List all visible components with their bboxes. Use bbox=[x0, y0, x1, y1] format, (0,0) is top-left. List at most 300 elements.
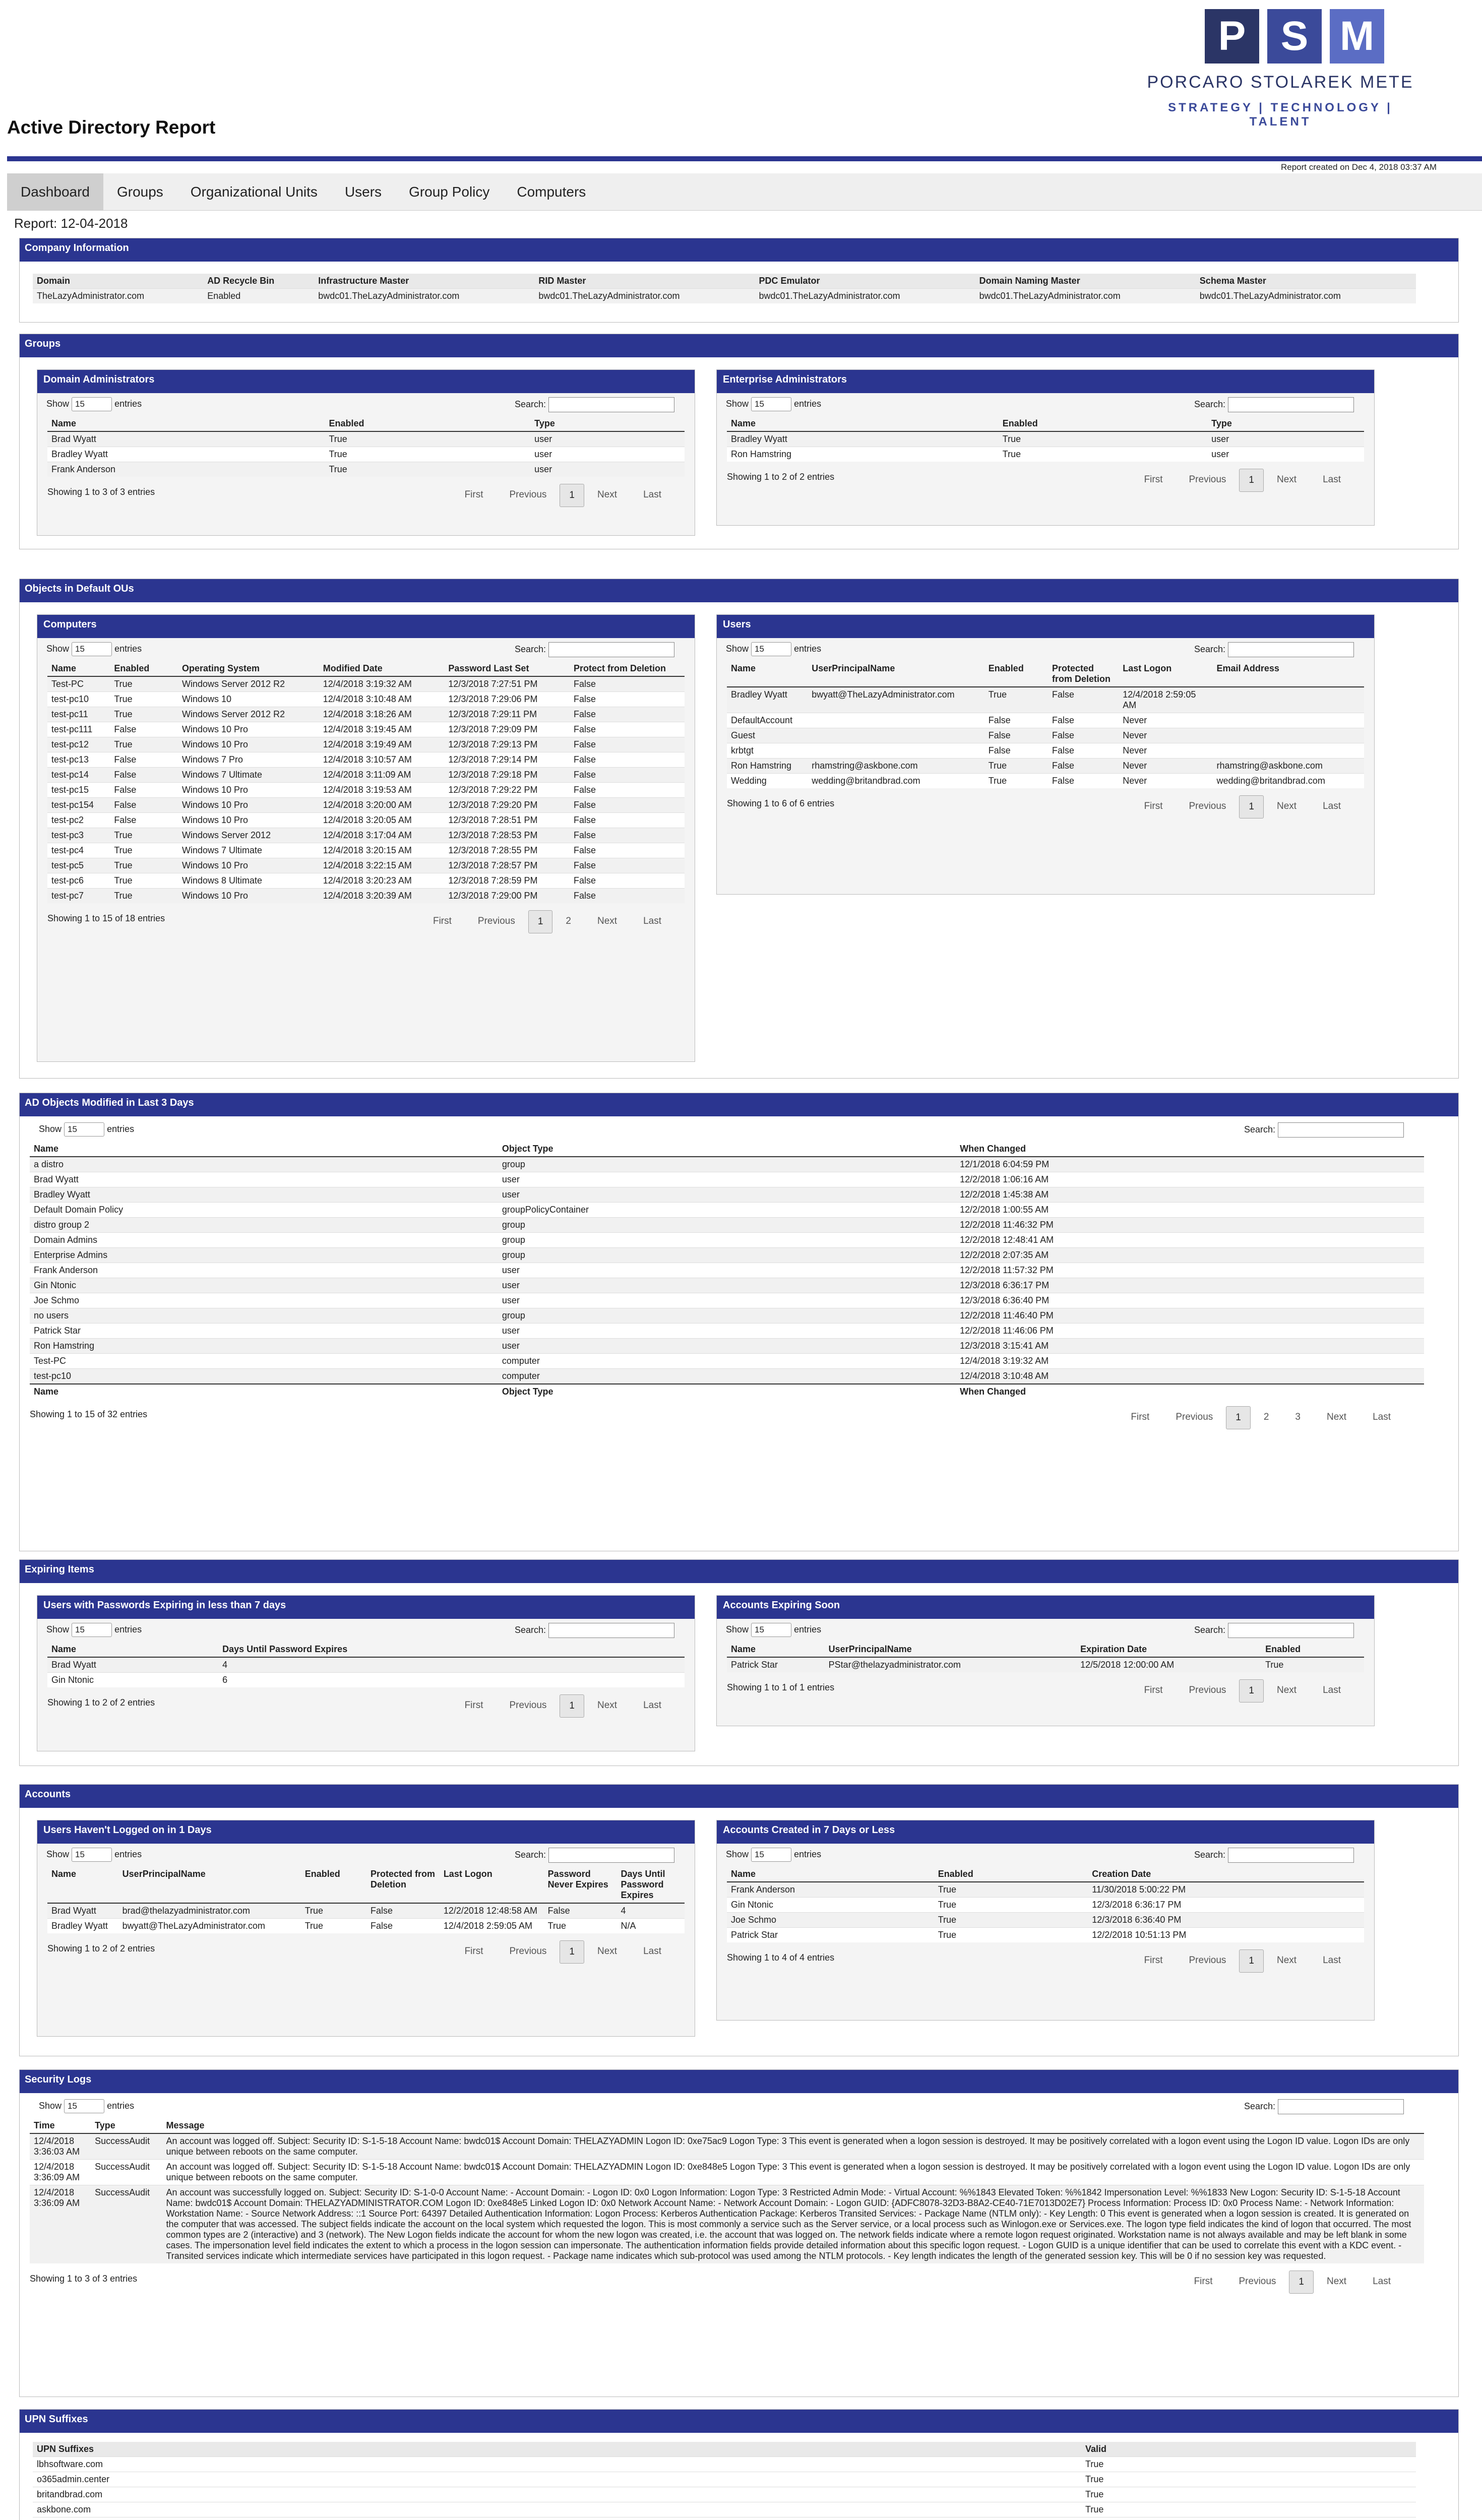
previous-button[interactable]: Previous bbox=[509, 1700, 547, 1711]
first-button[interactable]: First bbox=[464, 489, 483, 500]
previous-button[interactable]: Previous bbox=[1239, 2276, 1276, 2287]
protect-from-deletion-cell: False bbox=[570, 813, 685, 828]
name-cell: Bradley Wyatt bbox=[47, 447, 325, 462]
when-changed-cell: 12/2/2018 11:46:06 PM bbox=[956, 1324, 1424, 1339]
column-header-protected-from-deletion[interactable]: Protected from Deletion bbox=[1048, 661, 1119, 687]
modified-date-cell: 12/4/2018 3:20:23 AM bbox=[319, 873, 445, 889]
first-button[interactable]: First bbox=[1131, 1412, 1150, 1422]
email-address-cell bbox=[1212, 687, 1364, 713]
search-input[interactable] bbox=[548, 1848, 674, 1863]
panel-title: Accounts Created in 7 Days or Less bbox=[717, 1820, 1374, 1844]
last-logon-cell: Never bbox=[1119, 713, 1212, 728]
table-row bbox=[33, 289, 1416, 304]
table-row bbox=[33, 2517, 1416, 2520]
name-cell: test-pc111 bbox=[47, 722, 110, 737]
table-row bbox=[30, 2185, 1424, 2264]
name-cell: test-pc12 bbox=[47, 737, 110, 752]
enabled-cell: True bbox=[110, 843, 178, 858]
report-date: Report: 12-04-2018 bbox=[14, 216, 128, 231]
section-title: Expiring Items bbox=[20, 1560, 1458, 1583]
password-last-set-cell: 12/3/2018 7:29:00 PM bbox=[444, 889, 570, 904]
creation-date-cell: 11/30/2018 5:00:22 PM bbox=[1088, 1882, 1364, 1898]
last-logon-cell: Never bbox=[1119, 728, 1212, 743]
first-button[interactable]: First bbox=[1144, 474, 1163, 485]
name-cell: Default Domain Policy bbox=[30, 1203, 498, 1218]
column-header-name[interactable]: Name bbox=[727, 416, 999, 431]
table-row bbox=[30, 1203, 1424, 1218]
length-control bbox=[46, 1623, 142, 1637]
section-title: Groups bbox=[20, 334, 1458, 357]
pagination bbox=[1131, 795, 1354, 818]
enabled-cell: True bbox=[301, 1903, 366, 1919]
entries-label: entries bbox=[107, 1123, 135, 1134]
first-button[interactable]: First bbox=[1144, 801, 1163, 811]
type-cell: SuccessAudit bbox=[91, 2160, 162, 2185]
length-control bbox=[39, 1122, 134, 1137]
name-cell: Frank Anderson bbox=[30, 1263, 498, 1278]
password-last-set-cell: 12/3/2018 7:29:22 PM bbox=[444, 783, 570, 798]
last-logon-cell: 12/4/2018 2:59:05 AM bbox=[1119, 687, 1212, 713]
table-row bbox=[30, 1278, 1424, 1293]
enabled-cell: True bbox=[934, 1882, 1088, 1898]
column-header-name[interactable]: Name bbox=[727, 1642, 825, 1657]
operating-system-cell: Windows 10 Pro bbox=[178, 858, 319, 873]
column-header-last-logon[interactable]: Last Logon bbox=[440, 1867, 544, 1903]
enabled-cell: False bbox=[110, 813, 178, 828]
table-row bbox=[47, 676, 685, 692]
column-header-expiration-date[interactable]: Expiration Date bbox=[1076, 1642, 1261, 1657]
column-header-userprincipalname[interactable]: UserPrincipalName bbox=[825, 1642, 1076, 1657]
enabled-cell: True bbox=[110, 692, 178, 707]
name-cell: test-pc7 bbox=[47, 889, 110, 904]
search-control bbox=[515, 1623, 674, 1638]
page-button-1[interactable]: 1 bbox=[1239, 795, 1264, 818]
previous-button[interactable]: Previous bbox=[1189, 1955, 1226, 1966]
column-header-days-until-password-expires[interactable]: Days Until Password Expires bbox=[616, 1867, 685, 1903]
column-header-enabled[interactable]: Enabled bbox=[934, 1867, 1088, 1882]
enabled-cell: True bbox=[110, 737, 178, 752]
page-button-2[interactable]: 2 bbox=[1263, 1412, 1269, 1422]
table-row bbox=[727, 759, 1364, 774]
page-button-1[interactable]: 1 bbox=[1239, 1679, 1264, 1703]
next-button[interactable]: Next bbox=[1277, 1955, 1297, 1966]
column-header-time[interactable]: Time bbox=[30, 2118, 91, 2133]
name-cell: test-pc4 bbox=[47, 843, 110, 858]
column-header-name[interactable]: Name bbox=[47, 1642, 218, 1657]
entries-select[interactable]: 15 bbox=[64, 2099, 104, 2113]
name-cell: no users bbox=[30, 1308, 498, 1324]
enabled-cell: False bbox=[110, 768, 178, 783]
column-header-userprincipalname[interactable]: UserPrincipalName bbox=[808, 661, 984, 687]
search-control bbox=[1244, 1122, 1404, 1138]
when-changed-cell: 12/3/2018 6:36:40 PM bbox=[956, 1293, 1424, 1308]
column-header-valid[interactable]: Valid bbox=[1081, 2442, 1416, 2457]
modified-date-cell: 12/4/2018 3:20:05 AM bbox=[319, 813, 445, 828]
when-changed-cell: 12/3/2018 6:36:17 PM bbox=[956, 1278, 1424, 1293]
table-row bbox=[30, 2133, 1424, 2160]
page-button-1[interactable]: 1 bbox=[560, 484, 584, 507]
column-header-password-last-set[interactable]: Password Last Set bbox=[444, 661, 570, 676]
time-cell: 12/4/2018 3:36:09 AM bbox=[30, 2160, 91, 2185]
domain-naming-master-cell: bwdc01.TheLazyAdministrator.com bbox=[975, 289, 1196, 304]
page-button-1[interactable]: 1 bbox=[560, 1694, 584, 1718]
table-row bbox=[727, 1913, 1364, 1928]
name-cell: DefaultAccount bbox=[727, 713, 808, 728]
upn-suffix-cell: askbone.com bbox=[33, 2502, 1081, 2517]
protect-from-deletion-cell: False bbox=[570, 843, 685, 858]
entries-select[interactable]: 15 bbox=[751, 1623, 791, 1637]
page-button-3[interactable]: 3 bbox=[1295, 1412, 1301, 1422]
protected-from-deletion-cell: False bbox=[1048, 687, 1119, 713]
previous-button[interactable]: Previous bbox=[1189, 1685, 1226, 1695]
enabled-cell: True bbox=[110, 858, 178, 873]
pagination bbox=[1131, 1679, 1354, 1703]
page-button-1[interactable]: 1 bbox=[1239, 469, 1264, 492]
show-label: Show bbox=[726, 643, 749, 654]
userprincipalname-cell bbox=[808, 713, 984, 728]
time-cell: 12/4/2018 3:36:03 AM bbox=[30, 2133, 91, 2160]
modified-date-cell: 12/4/2018 3:20:15 AM bbox=[319, 843, 445, 858]
enabled-cell: True bbox=[984, 687, 1048, 713]
table-info: Showing 1 to 15 of 18 entries bbox=[47, 913, 165, 923]
object-type-cell: user bbox=[498, 1324, 956, 1339]
table-row bbox=[30, 1354, 1424, 1369]
entries-select[interactable]: 15 bbox=[72, 1848, 112, 1862]
creation-date-cell: 12/3/2018 6:36:40 PM bbox=[1088, 1913, 1364, 1928]
page-button-1[interactable]: 1 bbox=[1226, 1406, 1251, 1429]
type-cell: user bbox=[1207, 447, 1364, 462]
enabled-cell: True bbox=[1261, 1657, 1364, 1672]
search-input[interactable] bbox=[1228, 1623, 1354, 1638]
table-row bbox=[30, 1324, 1424, 1339]
column-header-operating-system[interactable]: Operating System bbox=[178, 661, 319, 676]
table-info: Showing 1 to 2 of 2 entries bbox=[47, 1943, 155, 1954]
column-header-type[interactable]: Type bbox=[1207, 416, 1364, 431]
name-cell: Brad Wyatt bbox=[30, 1172, 498, 1187]
object-type-cell: group bbox=[498, 1233, 956, 1248]
column-header-enabled[interactable]: Enabled bbox=[999, 416, 1207, 431]
column-header-name[interactable]: Name bbox=[727, 1867, 934, 1882]
column-header-days-until-password-expires[interactable]: Days Until Password Expires bbox=[218, 1642, 685, 1657]
next-button[interactable]: Next bbox=[1277, 801, 1297, 811]
last-button[interactable]: Last bbox=[1373, 1412, 1391, 1422]
name-cell: Ron Hamstring bbox=[727, 447, 999, 462]
search-input[interactable] bbox=[1278, 1122, 1404, 1138]
protect-from-deletion-cell: False bbox=[570, 828, 685, 843]
valid-cell: True bbox=[1081, 2502, 1416, 2517]
search-control bbox=[1194, 642, 1354, 657]
type-cell: user bbox=[1207, 431, 1364, 447]
object-type-cell: group bbox=[498, 1157, 956, 1172]
last-button[interactable]: Last bbox=[1323, 1955, 1341, 1966]
column-header-enabled[interactable]: Enabled bbox=[110, 661, 178, 676]
operating-system-cell: Windows Server 2012 bbox=[178, 828, 319, 843]
logo-name: PORCARO STOLAREK METE bbox=[1147, 73, 1414, 92]
operating-system-cell: Windows 10 Pro bbox=[178, 722, 319, 737]
valid-cell: True bbox=[1081, 2472, 1416, 2487]
table-row bbox=[30, 1172, 1424, 1187]
column-header-object-type[interactable]: Object Type bbox=[498, 1142, 956, 1157]
last-button[interactable]: Last bbox=[1373, 2276, 1391, 2287]
name-cell: Domain Admins bbox=[30, 1233, 498, 1248]
next-button[interactable]: Next bbox=[1277, 1685, 1297, 1695]
name-cell: Gin Ntonic bbox=[47, 1673, 218, 1688]
first-button[interactable]: First bbox=[1144, 1685, 1163, 1695]
table-info: Showing 1 to 15 of 32 entries bbox=[30, 1409, 148, 1419]
object-type-cell: user bbox=[498, 1339, 956, 1354]
enabled-cell: True bbox=[999, 431, 1207, 447]
operating-system-cell: Windows 8 Ultimate bbox=[178, 873, 319, 889]
table-row bbox=[47, 843, 685, 858]
previous-button[interactable]: Previous bbox=[509, 489, 547, 500]
last-button[interactable]: Last bbox=[643, 1700, 661, 1711]
data-table bbox=[727, 416, 1364, 462]
show-label: Show bbox=[46, 398, 70, 409]
entries-label: entries bbox=[114, 1624, 142, 1634]
column-header-name[interactable]: Name bbox=[47, 1867, 118, 1903]
tab-group-policy[interactable]: Group Policy bbox=[409, 184, 490, 200]
table-row bbox=[47, 768, 685, 783]
column-header-type[interactable]: Type bbox=[530, 416, 685, 431]
name-cell: Gin Ntonic bbox=[727, 1898, 934, 1913]
next-button[interactable]: Next bbox=[597, 916, 618, 926]
password-last-set-cell: 12/3/2018 7:29:18 PM bbox=[444, 768, 570, 783]
entries-select[interactable]: 15 bbox=[72, 642, 112, 656]
search-input[interactable] bbox=[1228, 642, 1354, 657]
operating-system-cell: Windows 10 Pro bbox=[178, 889, 319, 904]
search-control bbox=[1244, 2099, 1404, 2114]
page-button-2[interactable]: 2 bbox=[566, 916, 571, 926]
protected-from-deletion-cell: False bbox=[1048, 759, 1119, 774]
section-objects-default-ous bbox=[19, 579, 1459, 1079]
protect-from-deletion-cell: False bbox=[570, 707, 685, 722]
when-changed-cell: 12/2/2018 12:48:41 AM bbox=[956, 1233, 1424, 1248]
table-row bbox=[47, 462, 685, 477]
column-header-creation-date[interactable]: Creation Date bbox=[1088, 1867, 1364, 1882]
last-logon-cell: Never bbox=[1119, 774, 1212, 789]
previous-button[interactable]: Previous bbox=[1189, 474, 1226, 485]
last-button[interactable]: Last bbox=[643, 489, 661, 500]
page-button-1[interactable]: 1 bbox=[1289, 2271, 1314, 2294]
operating-system-cell: Windows 7 Pro bbox=[178, 752, 319, 768]
when-changed-cell: 12/2/2018 11:46:32 PM bbox=[956, 1218, 1424, 1233]
previous-button[interactable]: Previous bbox=[1189, 801, 1226, 811]
table-info: Showing 1 to 3 of 3 entries bbox=[30, 2274, 138, 2284]
search-input[interactable] bbox=[1228, 397, 1354, 412]
last-button[interactable]: Last bbox=[1323, 1685, 1341, 1695]
column-header-name[interactable]: Name bbox=[727, 661, 808, 687]
type-cell: user bbox=[530, 447, 685, 462]
first-button[interactable]: First bbox=[433, 916, 452, 926]
next-button[interactable]: Next bbox=[1327, 1412, 1347, 1422]
column-header-enabled[interactable]: Enabled bbox=[984, 661, 1048, 687]
tab-computers[interactable]: Computers bbox=[517, 184, 586, 200]
column-header-type[interactable]: Type bbox=[91, 2118, 162, 2133]
search-input[interactable] bbox=[1278, 2099, 1404, 2114]
name-cell: Joe Schmo bbox=[30, 1293, 498, 1308]
column-header-upn-suffixes[interactable]: UPN Suffixes bbox=[33, 2442, 1081, 2457]
email-address-cell bbox=[1212, 713, 1364, 728]
column-header-enabled[interactable]: Enabled bbox=[301, 1867, 366, 1903]
column-header-userprincipalname[interactable]: UserPrincipalName bbox=[118, 1867, 301, 1903]
entries-select[interactable]: 15 bbox=[72, 1623, 112, 1637]
days-until-password-expires-cell: N/A bbox=[616, 1919, 685, 1934]
name-cell: test-pc13 bbox=[47, 752, 110, 768]
column-header-name[interactable]: Name bbox=[47, 416, 325, 431]
table-row bbox=[727, 687, 1364, 713]
first-button[interactable]: First bbox=[1144, 1955, 1163, 1966]
modified-date-cell: 12/4/2018 3:20:00 AM bbox=[319, 798, 445, 813]
logo-letter-m: M bbox=[1330, 9, 1384, 64]
modified-date-cell: 12/4/2018 3:22:15 AM bbox=[319, 858, 445, 873]
column-header-protected-from-deletion[interactable]: Protected from Deletion bbox=[366, 1867, 440, 1903]
last-button[interactable]: Last bbox=[1323, 474, 1341, 485]
search-input[interactable] bbox=[1228, 1848, 1354, 1863]
tab-organizational-units[interactable]: Organizational Units bbox=[190, 184, 318, 200]
when-changed-cell: 12/1/2018 6:04:59 PM bbox=[956, 1157, 1424, 1172]
next-button[interactable]: Next bbox=[597, 1700, 618, 1711]
page-button-1[interactable]: 1 bbox=[1239, 1949, 1264, 1973]
column-header-password-never-expires[interactable]: Password Never Expires bbox=[544, 1867, 617, 1903]
protect-from-deletion-cell: False bbox=[570, 798, 685, 813]
table-row bbox=[30, 2160, 1424, 2185]
previous-button[interactable]: Previous bbox=[477, 916, 515, 926]
entries-select[interactable]: 15 bbox=[751, 642, 791, 656]
entries-select[interactable]: 15 bbox=[751, 397, 791, 411]
search-input[interactable] bbox=[548, 642, 674, 657]
previous-button[interactable]: Previous bbox=[1176, 1412, 1213, 1422]
column-header: Infrastructure Master bbox=[314, 274, 534, 289]
when-changed-cell: 12/3/2018 3:15:41 AM bbox=[956, 1339, 1424, 1354]
first-button[interactable]: First bbox=[464, 1946, 483, 1957]
days-until-password-expires-cell: 4 bbox=[616, 1903, 685, 1919]
search-label: Search: bbox=[1244, 2101, 1275, 2111]
section-title: Company Information bbox=[20, 238, 1458, 262]
panel-security-logs bbox=[30, 2095, 1424, 2392]
operating-system-cell: Windows 10 Pro bbox=[178, 798, 319, 813]
last-button[interactable]: Last bbox=[643, 916, 661, 926]
protected-from-deletion-cell: False bbox=[1048, 743, 1119, 759]
table-row bbox=[47, 752, 685, 768]
page-button-1[interactable]: 1 bbox=[528, 910, 553, 933]
header-divider bbox=[7, 156, 1482, 161]
report-created: Report created on Dec 4, 2018 03:37 AM bbox=[1280, 162, 1437, 172]
column-header-message[interactable]: Message bbox=[162, 2118, 1424, 2133]
data-table bbox=[30, 2118, 1424, 2263]
panel-title: Accounts Expiring Soon bbox=[717, 1596, 1374, 1619]
last-logon-cell: 12/4/2018 2:59:05 AM bbox=[440, 1919, 544, 1934]
column-header-protect-from-deletion[interactable]: Protect from Deletion bbox=[570, 661, 685, 676]
name-cell: Brad Wyatt bbox=[47, 1903, 118, 1919]
search-label: Search: bbox=[514, 644, 546, 654]
enabled-cell: False bbox=[984, 728, 1048, 743]
column-header: AD Recycle Bin bbox=[203, 274, 314, 289]
section-expiring-items bbox=[19, 1559, 1459, 1766]
operating-system-cell: Windows 10 Pro bbox=[178, 813, 319, 828]
pagination bbox=[1131, 1949, 1354, 1973]
column-header-name[interactable]: Name bbox=[30, 1142, 498, 1157]
entries-label: entries bbox=[794, 1624, 822, 1634]
panel-modified-objects bbox=[30, 1118, 1424, 1547]
column-header-when-changed[interactable]: When Changed bbox=[956, 1142, 1424, 1157]
protect-from-deletion-cell: False bbox=[570, 676, 685, 692]
next-button[interactable]: Next bbox=[597, 1946, 618, 1957]
page-button-1[interactable]: 1 bbox=[560, 1940, 584, 1964]
tab-groups[interactable]: Groups bbox=[116, 184, 163, 200]
name-cell: test-pc6 bbox=[47, 873, 110, 889]
enabled-cell: True bbox=[325, 431, 530, 447]
when-changed-cell: 12/2/2018 1:45:38 AM bbox=[956, 1187, 1424, 1203]
password-last-set-cell: 12/3/2018 7:28:55 PM bbox=[444, 843, 570, 858]
protect-from-deletion-cell: False bbox=[570, 768, 685, 783]
next-button[interactable]: Next bbox=[597, 489, 618, 500]
object-type-cell: group bbox=[498, 1248, 956, 1263]
operating-system-cell: Windows 7 Ultimate bbox=[178, 843, 319, 858]
footer-header-when-changed: When Changed bbox=[956, 1384, 1424, 1399]
next-button[interactable]: Next bbox=[1277, 474, 1297, 485]
column-header-modified-date[interactable]: Modified Date bbox=[319, 661, 445, 676]
company-table bbox=[33, 274, 1416, 303]
object-type-cell: user bbox=[498, 1263, 956, 1278]
operating-system-cell: Windows 10 Pro bbox=[178, 783, 319, 798]
first-button[interactable]: First bbox=[464, 1700, 483, 1711]
password-last-set-cell: 12/3/2018 7:29:11 PM bbox=[444, 707, 570, 722]
userprincipalname-cell: bwyatt@TheLazyAdministrator.com bbox=[808, 687, 984, 713]
protect-from-deletion-cell: False bbox=[570, 858, 685, 873]
tab-users[interactable]: Users bbox=[344, 184, 382, 200]
search-control bbox=[1194, 397, 1354, 412]
enabled-cell: False bbox=[110, 798, 178, 813]
entries-select[interactable]: 15 bbox=[72, 397, 112, 411]
search-input[interactable] bbox=[548, 397, 674, 412]
column-header-name[interactable]: Name bbox=[47, 661, 110, 676]
next-button[interactable]: Next bbox=[1327, 2276, 1347, 2287]
column-header: RID Master bbox=[534, 274, 755, 289]
section-groups bbox=[19, 334, 1459, 549]
search-input[interactable] bbox=[548, 1623, 674, 1638]
valid-cell: True bbox=[1081, 2487, 1416, 2502]
protect-from-deletion-cell: False bbox=[570, 783, 685, 798]
type-cell: SuccessAudit bbox=[91, 2185, 162, 2264]
table-row bbox=[47, 447, 685, 462]
schema-master-cell: bwdc01.TheLazyAdministrator.com bbox=[1196, 289, 1416, 304]
length-control bbox=[726, 1848, 821, 1862]
upn-table bbox=[33, 2442, 1416, 2520]
column-header-enabled[interactable]: Enabled bbox=[325, 416, 530, 431]
last-button[interactable]: Last bbox=[643, 1946, 661, 1957]
when-changed-cell: 12/2/2018 11:57:32 PM bbox=[956, 1263, 1424, 1278]
object-type-cell: group bbox=[498, 1308, 956, 1324]
password-last-set-cell: 12/3/2018 7:29:13 PM bbox=[444, 737, 570, 752]
previous-button[interactable]: Previous bbox=[509, 1946, 547, 1957]
section-title: Accounts bbox=[20, 1785, 1458, 1808]
column-header-email-address[interactable]: Email Address bbox=[1212, 661, 1364, 687]
table-row bbox=[727, 728, 1364, 743]
entries-select[interactable]: 15 bbox=[64, 1122, 104, 1137]
table-row bbox=[47, 1657, 685, 1673]
tab-dashboard[interactable]: Dashboard bbox=[7, 173, 103, 210]
column-header-enabled[interactable]: Enabled bbox=[1261, 1642, 1364, 1657]
name-cell: Test-PC bbox=[47, 676, 110, 692]
entries-select[interactable]: 15 bbox=[751, 1848, 791, 1862]
name-cell: Bradley Wyatt bbox=[47, 1919, 118, 1934]
column-header-last-logon[interactable]: Last Logon bbox=[1119, 661, 1212, 687]
first-button[interactable]: First bbox=[1194, 2276, 1213, 2287]
protect-from-deletion-cell: False bbox=[570, 692, 685, 707]
modified-date-cell: 12/4/2018 3:19:32 AM bbox=[319, 676, 445, 692]
last-button[interactable]: Last bbox=[1323, 801, 1341, 811]
table-row bbox=[47, 798, 685, 813]
